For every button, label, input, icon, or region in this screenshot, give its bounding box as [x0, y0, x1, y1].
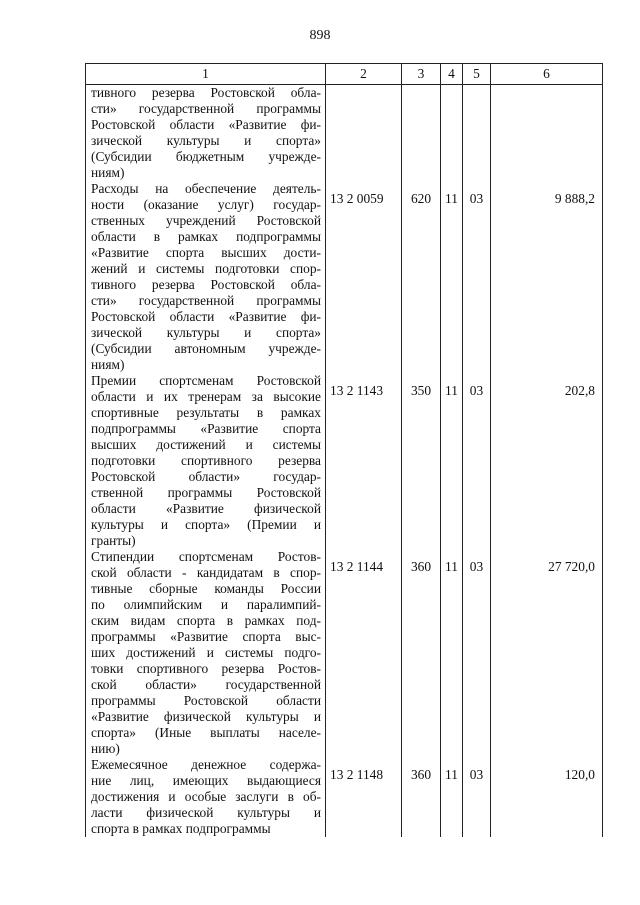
description-line: товки спортивного резерва Ростов- [91, 661, 321, 676]
row-subsection: 03 [463, 181, 491, 373]
row-section [441, 85, 463, 182]
description-line: области и их тренерам за высокие [91, 389, 321, 404]
header-col-2: 2 [326, 64, 402, 85]
description-line: (Субсидии бюджетным учрежде- [91, 149, 321, 164]
row-target-code: 13 2 1144 [326, 549, 402, 757]
description-line: тивного резерва Ростовской обла- [91, 277, 321, 292]
row-expense-type: 350 [402, 373, 441, 549]
description-line: высших достижений и системы [91, 437, 321, 452]
row-amount: 120,0 [491, 757, 603, 837]
row-expense-type: 360 [402, 549, 441, 757]
description-line: ственной программы Ростовской [91, 485, 321, 500]
description-line: ности (оказание услуг) государ- [91, 197, 321, 212]
budget-table [85, 63, 603, 837]
page-number: 898 [309, 28, 331, 43]
description-line: гранты) [91, 533, 136, 548]
row-expense-type [402, 85, 441, 182]
description-line: Ежемесячное денежное содержа- [91, 757, 321, 772]
row-description [86, 549, 326, 757]
row-subsection: 03 [463, 549, 491, 757]
description-line: зической культуры и спорта» [91, 325, 321, 340]
row-expense-type: 620 [402, 181, 441, 373]
row-section: 11 [441, 373, 463, 549]
description-line: достижения и особые заслуги в об- [91, 789, 321, 804]
table-row [86, 549, 603, 757]
row-section: 11 [441, 181, 463, 373]
description-line: ской области» государственной [91, 677, 321, 692]
row-target-code: 13 2 1148 [326, 757, 402, 837]
description-line: Ростовской области «Развитие фи- [91, 117, 321, 132]
description-line: (Субсидии автономным учрежде- [91, 341, 321, 356]
table-body [86, 85, 603, 838]
description-line: нию) [91, 741, 120, 756]
description-line: ственных учреждений Ростовской [91, 213, 321, 228]
description-line: Премии спортсменам Ростовской [91, 373, 321, 388]
row-target-code: 13 2 0059 [326, 181, 402, 373]
row-description [86, 181, 326, 373]
row-amount: 27 720,0 [491, 549, 603, 757]
description-line: Ростовской области» государ- [91, 469, 321, 484]
description-line: Ростовской области «Развитие фи- [91, 309, 321, 324]
row-target-code: 13 2 1143 [326, 373, 402, 549]
description-line: тивные сборные команды России [91, 581, 321, 596]
header-col-6: 6 [491, 64, 603, 85]
header-row [86, 64, 603, 85]
header-col-5: 5 [463, 64, 491, 85]
row-section: 11 [441, 757, 463, 837]
description-line: области «Развитие физической [91, 501, 321, 516]
row-amount: 9 888,2 [491, 181, 603, 373]
header-col-1: 1 [86, 64, 326, 85]
row-expense-type: 360 [402, 757, 441, 837]
row-subsection: 03 [463, 373, 491, 549]
description-line: Стипендии спортсменам Ростов- [91, 549, 321, 564]
description-line: зической культуры и спорта» [91, 133, 321, 148]
description-line: спорта в рамках подпрограммы [91, 821, 271, 836]
description-line: подпрограммы «Развитие спорта [91, 421, 321, 436]
description-line: ской области - кандидатам в спор- [91, 565, 321, 580]
description-line: ласти физической культуры и [91, 805, 321, 820]
description-line: Расходы на обеспечение деятель- [91, 181, 321, 196]
row-target-code [326, 85, 402, 182]
description-line: сти» государственной программы [91, 293, 321, 308]
description-line: программы Ростовской области [91, 693, 321, 708]
description-line: жений и системы подготовки спор- [91, 261, 321, 276]
row-section: 11 [441, 549, 463, 757]
description-line: ниям) [91, 165, 125, 180]
description-line: ниям) [91, 357, 125, 372]
table-row [86, 373, 603, 549]
description-line: сти» государственной программы [91, 101, 321, 116]
description-line: ших достижений и системы подго- [91, 645, 321, 660]
table-row [86, 757, 603, 837]
description-line: спорта» (Иные выплаты населе- [91, 725, 321, 740]
description-line: по олимпийским и паралимпий- [91, 597, 321, 612]
description-line: области в рамках подпрограммы [91, 229, 321, 244]
header-col-3: 3 [402, 64, 441, 85]
description-line: «Развитие физической культуры и [91, 709, 321, 724]
description-line: спортивные результаты в рамках [91, 405, 321, 420]
description-line: подготовки спортивного резерва [91, 453, 321, 468]
table-row [86, 85, 603, 182]
row-description [86, 85, 326, 182]
description-line: тивного резерва Ростовской обла- [91, 85, 321, 100]
row-description [86, 373, 326, 549]
description-line: программы «Развитие спорта выс- [91, 629, 321, 644]
row-amount: 202,8 [491, 373, 603, 549]
description-line: ским видам спорта в рамках под- [91, 613, 321, 628]
table-row [86, 181, 603, 373]
row-subsection [463, 85, 491, 182]
row-subsection: 03 [463, 757, 491, 837]
description-line: «Развитие спорта высших дости- [91, 245, 321, 260]
description-line: культуры и спорта» (Премии и [91, 517, 321, 532]
header-col-4: 4 [441, 64, 463, 85]
description-line: ние лиц, имеющих выдающиеся [91, 773, 321, 788]
row-amount [491, 85, 603, 182]
row-description [86, 757, 326, 837]
